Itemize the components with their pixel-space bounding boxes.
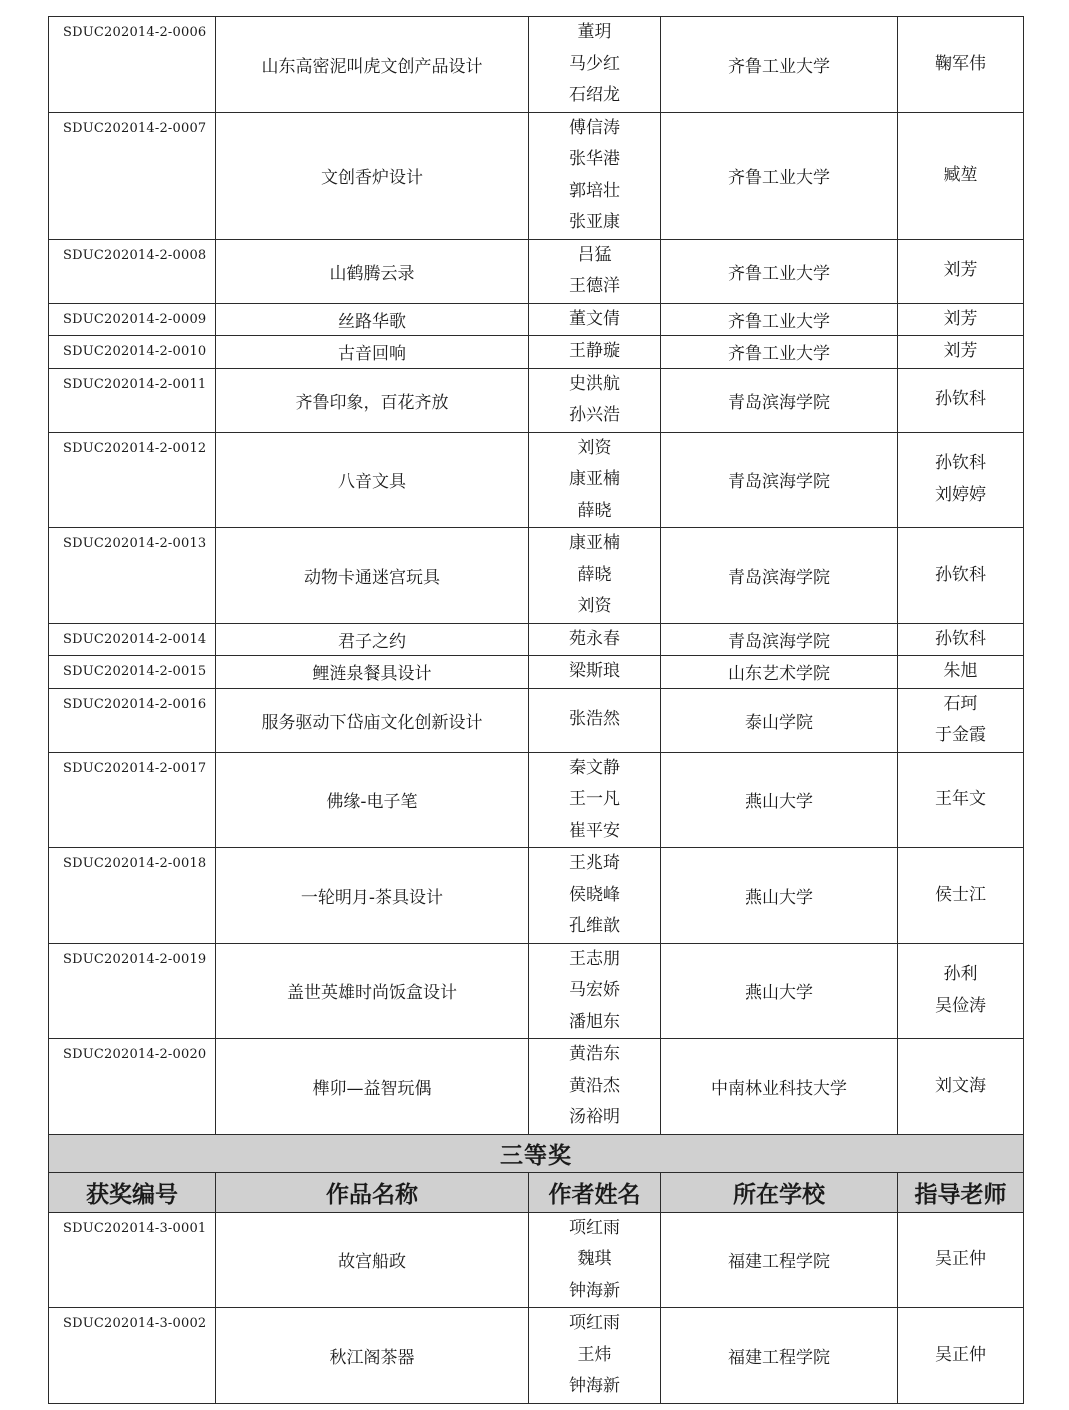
work-title: 佛缘-电子笔 xyxy=(216,752,529,848)
third-prize-section xyxy=(49,1134,1024,1212)
award-id: SDUC202014-3-0001 xyxy=(49,1212,216,1308)
table-row xyxy=(49,17,1024,113)
award-id: SDUC202014-2-0011 xyxy=(49,368,216,432)
award-id: SDUC202014-2-0009 xyxy=(49,303,216,336)
advisors-cell xyxy=(898,528,1024,624)
work-title: 一轮明月-茶具设计 xyxy=(216,848,529,944)
authors-cell xyxy=(529,303,661,336)
author-name: 王志朋 xyxy=(569,948,620,969)
advisor-name: 王年文 xyxy=(935,789,986,809)
work-title: 丝路华歌 xyxy=(216,303,529,336)
advisor-name: 吴正仲 xyxy=(935,1249,986,1269)
author-name: 康亚楠 xyxy=(569,533,620,553)
author-name: 魏琪 xyxy=(577,1249,612,1269)
advisors-cell xyxy=(898,1039,1024,1135)
school-name: 齐鲁工业大学 xyxy=(661,17,898,113)
school-name: 青岛滨海学院 xyxy=(661,623,898,656)
award-id: SDUC202014-2-0018 xyxy=(49,848,216,944)
author-name: 马宏娇 xyxy=(569,980,620,1000)
authors-cell xyxy=(529,1212,661,1308)
author-name: 董文倩 xyxy=(569,308,620,329)
school-name: 燕山大学 xyxy=(661,752,898,848)
school-name: 山东艺术学院 xyxy=(661,656,898,689)
header-school: 所在学校 xyxy=(661,1172,898,1212)
header-authors: 作者姓名 xyxy=(529,1172,661,1212)
work-title: 服务驱动下岱庙文化创新设计 xyxy=(216,688,529,752)
school-name: 青岛滨海学院 xyxy=(661,432,898,528)
work-title: 秋江阁茶器 xyxy=(216,1308,529,1404)
work-title: 山鹤腾云录 xyxy=(216,239,529,303)
author-name: 钟海新 xyxy=(569,1376,620,1396)
author-name: 王兆琦 xyxy=(569,853,620,873)
award-id: SDUC202014-2-0012 xyxy=(49,432,216,528)
advisors-cell xyxy=(898,1308,1024,1404)
advisors-cell xyxy=(898,623,1024,656)
school-name: 齐鲁工业大学 xyxy=(661,303,898,336)
advisors-cell xyxy=(898,112,1024,239)
author-name: 傅信涛 xyxy=(569,117,620,138)
author-name: 董玥 xyxy=(577,22,612,42)
award-id: SDUC202014-2-0015 xyxy=(49,656,216,689)
author-name: 侯晓峰 xyxy=(569,884,620,905)
table-row xyxy=(49,432,1024,528)
table-row xyxy=(49,336,1024,369)
section-title: 三等奖 xyxy=(49,1134,1024,1172)
advisors-cell xyxy=(898,432,1024,528)
advisor-name: 吴俭涛 xyxy=(935,995,986,1016)
school-name: 福建工程学院 xyxy=(661,1212,898,1308)
advisors-cell xyxy=(898,239,1024,303)
header-award-id: 获奖编号 xyxy=(49,1172,216,1212)
advisors-cell xyxy=(898,336,1024,369)
award-id: SDUC202014-2-0006 xyxy=(49,17,216,113)
school-name: 齐鲁工业大学 xyxy=(661,336,898,369)
work-title: 动物卡通迷宫玩具 xyxy=(216,528,529,624)
header-work-title: 作品名称 xyxy=(216,1172,529,1212)
award-id: SDUC202014-2-0016 xyxy=(49,688,216,752)
authors-cell xyxy=(529,848,661,944)
work-title: 君子之约 xyxy=(216,623,529,656)
author-name: 孙兴浩 xyxy=(569,405,620,425)
table-row xyxy=(49,688,1024,752)
authors-cell xyxy=(529,528,661,624)
author-name: 刘资 xyxy=(577,596,612,616)
award-id: SDUC202014-2-0013 xyxy=(49,528,216,624)
school-name: 青岛滨海学院 xyxy=(661,528,898,624)
author-name: 黄浩东 xyxy=(569,1044,620,1064)
school-name: 中南林业科技大学 xyxy=(661,1039,898,1135)
author-name: 吕猛 xyxy=(577,244,612,265)
table-row xyxy=(49,112,1024,239)
authors-cell xyxy=(529,112,661,239)
advisors-cell xyxy=(898,1212,1024,1308)
table-row xyxy=(49,1308,1024,1404)
authors-cell xyxy=(529,656,661,689)
advisors-cell xyxy=(898,17,1024,113)
award-id: SDUC202014-2-0017 xyxy=(49,752,216,848)
advisors-cell xyxy=(898,848,1024,944)
author-name: 刘资 xyxy=(577,437,612,458)
advisor-name: 孙钦科 xyxy=(935,628,986,649)
table-header-row xyxy=(49,1172,1024,1212)
school-name: 齐鲁工业大学 xyxy=(661,239,898,303)
advisor-name: 孙钦科 xyxy=(935,389,986,410)
work-title: 故宫船政 xyxy=(216,1212,529,1308)
advisor-name: 刘芳 xyxy=(943,341,978,361)
table-row xyxy=(49,303,1024,336)
author-name: 苑永春 xyxy=(569,628,620,649)
authors-cell xyxy=(529,688,661,752)
school-name: 燕山大学 xyxy=(661,943,898,1039)
advisor-name: 孙钦科 xyxy=(935,453,986,474)
author-name: 史洪航 xyxy=(569,373,620,394)
advisor-name: 侯士江 xyxy=(935,884,986,905)
author-name: 薛晓 xyxy=(577,500,612,521)
authors-cell xyxy=(529,623,661,656)
advisors-cell xyxy=(898,688,1024,752)
advisors-cell xyxy=(898,752,1024,848)
advisors-cell xyxy=(898,943,1024,1039)
award-id: SDUC202014-2-0008 xyxy=(49,239,216,303)
school-name: 燕山大学 xyxy=(661,848,898,944)
author-name: 项红雨 xyxy=(569,1217,620,1238)
author-name: 张浩然 xyxy=(569,709,620,730)
author-name: 张亚康 xyxy=(569,212,620,232)
table-row xyxy=(49,623,1024,656)
author-name: 梁斯琅 xyxy=(569,661,620,681)
work-title: 齐鲁印象，百花齐放 xyxy=(216,368,529,432)
author-name: 孔维歆 xyxy=(569,916,620,936)
advisor-name: 鞠军伟 xyxy=(935,53,986,74)
advisor-name: 孙利 xyxy=(943,964,978,985)
authors-cell xyxy=(529,239,661,303)
advisor-name: 刘文海 xyxy=(935,1075,986,1096)
header-advisor: 指导老师 xyxy=(898,1172,1024,1212)
table-row xyxy=(49,528,1024,624)
table-row xyxy=(49,848,1024,944)
work-title: 八音文具 xyxy=(216,432,529,528)
author-name: 石绍龙 xyxy=(569,85,620,105)
advisor-name: 臧堃 xyxy=(943,164,978,185)
author-name: 薛晓 xyxy=(577,564,612,585)
work-title: 榫卯—益智玩偶 xyxy=(216,1039,529,1135)
award-id: SDUC202014-2-0020 xyxy=(49,1039,216,1135)
authors-cell xyxy=(529,432,661,528)
authors-cell xyxy=(529,368,661,432)
school-name: 齐鲁工业大学 xyxy=(661,112,898,239)
author-name: 王一凡 xyxy=(569,789,620,809)
author-name: 秦文静 xyxy=(569,757,620,778)
author-name: 王静璇 xyxy=(569,341,620,361)
table-row xyxy=(49,1212,1024,1308)
author-name: 王德洋 xyxy=(569,276,620,296)
table-row xyxy=(49,656,1024,689)
second-prize-rows xyxy=(49,17,1024,1135)
author-name: 康亚楠 xyxy=(569,469,620,489)
award-id: SDUC202014-2-0007 xyxy=(49,112,216,239)
table-row xyxy=(49,239,1024,303)
authors-cell xyxy=(529,943,661,1039)
work-title: 山东高密泥叫虎文创产品设计 xyxy=(216,17,529,113)
award-id: SDUC202014-2-0010 xyxy=(49,336,216,369)
author-name: 张华港 xyxy=(569,149,620,169)
school-name: 泰山学院 xyxy=(661,688,898,752)
advisor-name: 刘婷婷 xyxy=(935,484,986,505)
author-name: 王炜 xyxy=(577,1344,612,1365)
advisor-name: 刘芳 xyxy=(943,260,978,281)
author-name: 马少红 xyxy=(569,53,620,74)
table-row xyxy=(49,368,1024,432)
author-name: 汤裕明 xyxy=(569,1107,620,1127)
authors-cell xyxy=(529,1039,661,1135)
authors-cell xyxy=(529,1308,661,1404)
school-name: 青岛滨海学院 xyxy=(661,368,898,432)
work-title: 古音回响 xyxy=(216,336,529,369)
author-name: 黄沿杰 xyxy=(569,1075,620,1096)
advisor-name: 刘芳 xyxy=(943,308,978,329)
authors-cell xyxy=(529,17,661,113)
table-row xyxy=(49,752,1024,848)
author-name: 项红雨 xyxy=(569,1313,620,1333)
advisors-cell xyxy=(898,656,1024,689)
advisor-name: 于金霞 xyxy=(935,725,986,745)
award-id: SDUC202014-2-0014 xyxy=(49,623,216,656)
table-row xyxy=(49,943,1024,1039)
advisor-name: 吴正仲 xyxy=(935,1344,986,1365)
authors-cell xyxy=(529,752,661,848)
author-name: 郭培壮 xyxy=(569,180,620,201)
advisors-cell xyxy=(898,303,1024,336)
author-name: 潘旭东 xyxy=(569,1011,620,1032)
awards-table xyxy=(48,16,1024,1404)
table-row xyxy=(49,1039,1024,1135)
work-title: 文创香炉设计 xyxy=(216,112,529,239)
author-name: 崔平安 xyxy=(569,820,620,841)
section-title-row xyxy=(49,1134,1024,1172)
work-title: 盖世英雄时尚饭盒设计 xyxy=(216,943,529,1039)
third-prize-rows xyxy=(49,1212,1024,1403)
work-title: 鲤涟泉餐具设计 xyxy=(216,656,529,689)
advisor-name: 朱旭 xyxy=(943,661,978,681)
authors-cell xyxy=(529,336,661,369)
school-name: 福建工程学院 xyxy=(661,1308,898,1404)
award-id: SDUC202014-2-0019 xyxy=(49,943,216,1039)
author-name: 钟海新 xyxy=(569,1280,620,1301)
advisors-cell xyxy=(898,368,1024,432)
award-id: SDUC202014-3-0002 xyxy=(49,1308,216,1404)
advisor-name: 石珂 xyxy=(943,693,978,714)
advisor-name: 孙钦科 xyxy=(935,564,986,585)
